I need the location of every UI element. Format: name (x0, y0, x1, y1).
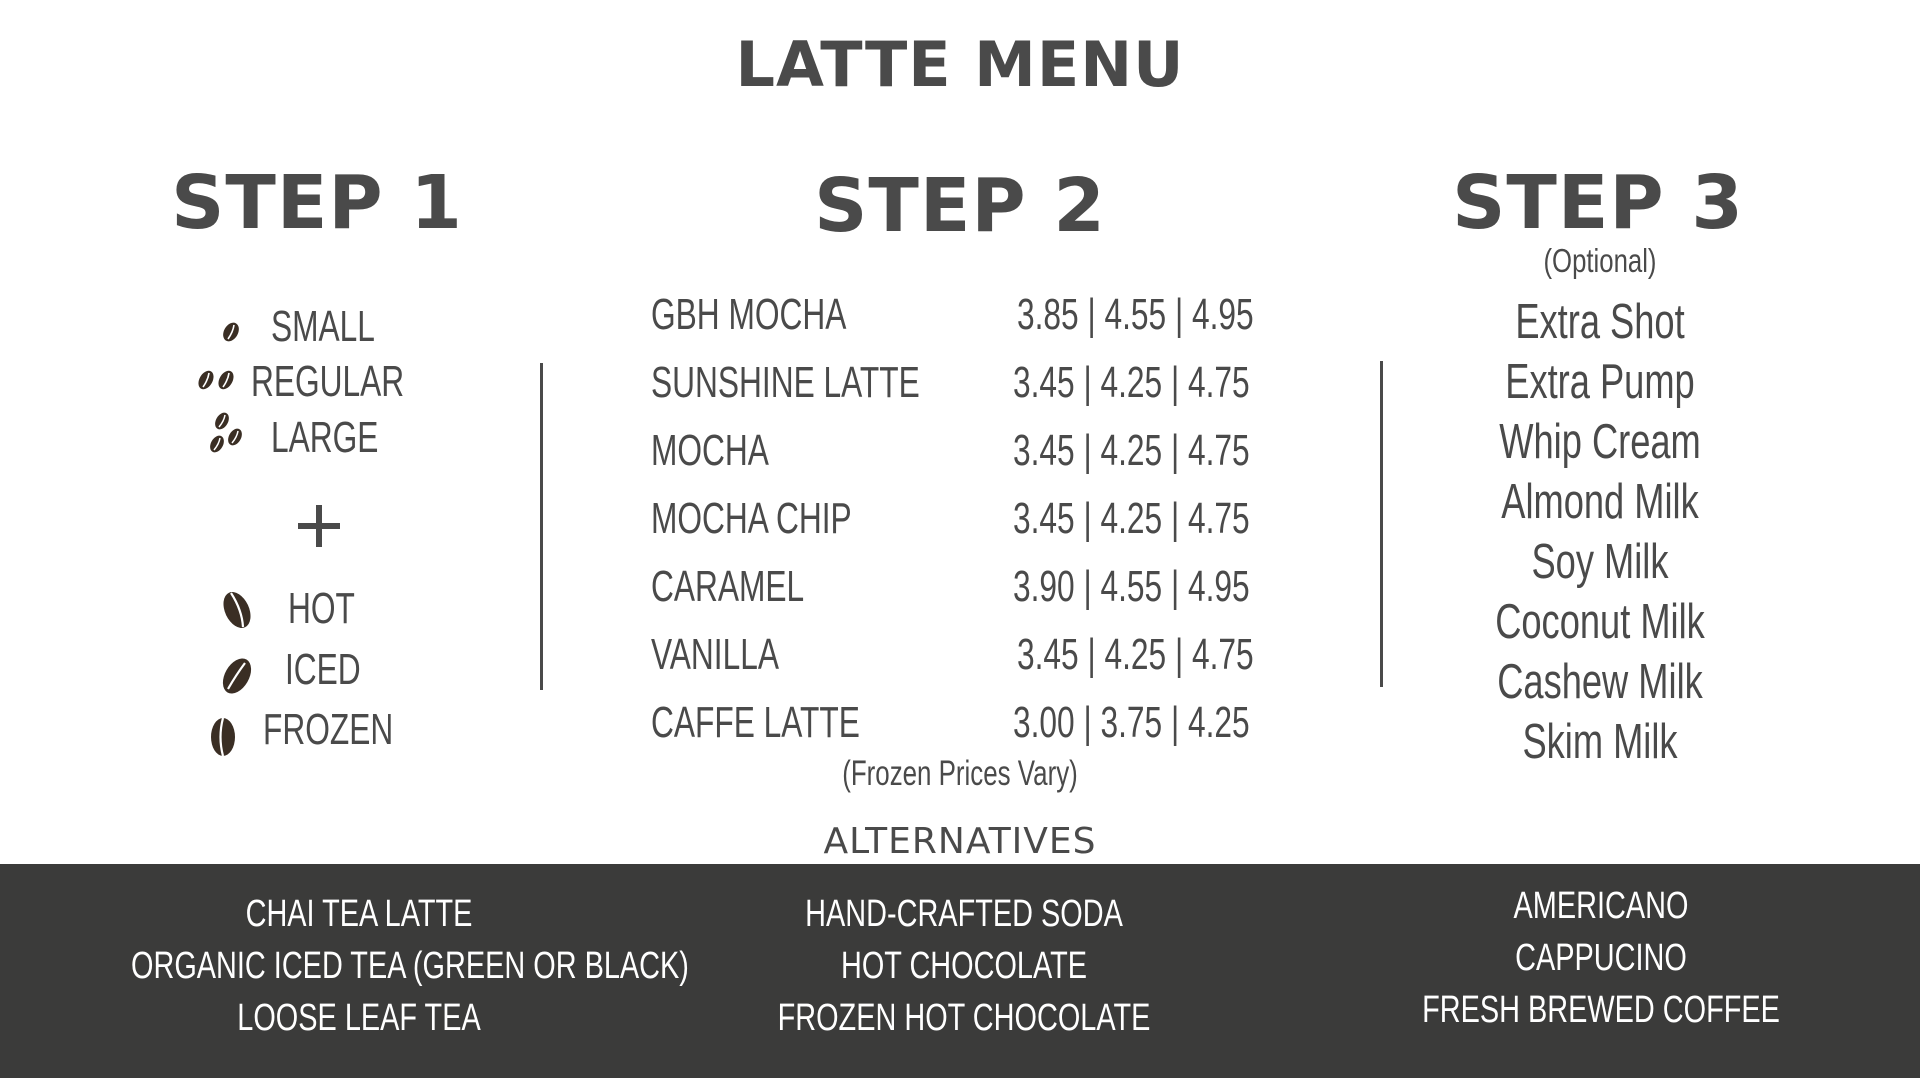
addon-item: Almond Milk (1501, 475, 1699, 529)
alternative-item: HAND-CRAFTED SODA (805, 893, 1123, 935)
coffee-bean-icon (212, 585, 262, 635)
temperature-label-hot: HOT (288, 584, 355, 633)
alternatives-heading: ALTERNATIVES (823, 821, 1097, 862)
coffee-bean-icon (198, 712, 248, 762)
latte-prices: 3.00 | 3.75 | 4.25 (1013, 698, 1250, 747)
addon-item: Whip Cream (1499, 415, 1701, 469)
temperature-label-iced: ICED (285, 645, 361, 694)
latte-prices: 3.85 | 4.55 | 4.95 (1017, 290, 1254, 339)
step2-heading: STEP 2 (814, 163, 1106, 249)
frozen-prices-note: (Frozen Prices Vary) (842, 754, 1078, 793)
latte-name: VANILLA (651, 630, 779, 679)
alternatives-band (0, 864, 1920, 1078)
two-beans-icon (192, 360, 242, 410)
coffee-bean-icon (212, 651, 262, 701)
menu-title: LATTE MENU (735, 28, 1185, 101)
latte-name: MOCHA CHIP (651, 494, 852, 543)
temperature-label-frozen: FROZEN (263, 705, 394, 754)
addon-item: Cashew Milk (1497, 655, 1703, 709)
latte-prices: 3.45 | 4.25 | 4.75 (1017, 630, 1254, 679)
three-beans-icon (202, 408, 252, 458)
addon-item: Extra Shot (1515, 295, 1685, 349)
latte-name: SUNSHINE LATTE (651, 358, 920, 407)
alternative-item: AMERICANO (1513, 885, 1689, 927)
alternative-item: FROZEN HOT CHOCOLATE (777, 997, 1151, 1039)
latte-prices: 3.45 | 4.25 | 4.75 (1013, 358, 1250, 407)
latte-name: GBH MOCHA (651, 290, 847, 339)
latte-name: MOCHA (651, 426, 769, 475)
alternative-item: HOT CHOCOLATE (840, 945, 1088, 987)
size-label-large: LARGE (271, 413, 379, 462)
size-label-small: SMALL (271, 302, 375, 351)
latte-prices: 3.45 | 4.25 | 4.75 (1013, 426, 1250, 475)
divider-left (540, 363, 543, 690)
alternative-item: FRESH BREWED COFFEE (1422, 989, 1780, 1031)
latte-name: CAFFE LATTE (651, 698, 860, 747)
alternative-item: CHAI TEA LATTE (245, 893, 473, 935)
alternative-item: ORGANIC ICED TEA (GREEN OR BLACK) (131, 945, 689, 987)
step3-optional-label: (Optional) (1543, 242, 1657, 279)
one-bean-icon (215, 303, 265, 353)
latte-prices: 3.90 | 4.55 | 4.95 (1013, 562, 1250, 611)
divider-right (1380, 361, 1383, 687)
addon-item: Extra Pump (1505, 355, 1695, 409)
step1-heading: STEP 1 (171, 160, 463, 246)
step3-heading: STEP 3 (1452, 160, 1744, 246)
addon-item: Coconut Milk (1495, 595, 1705, 649)
addon-item: Skim Milk (1522, 715, 1678, 769)
alternative-item: CAPPUCINO (1515, 937, 1687, 979)
latte-name: CARAMEL (651, 562, 805, 611)
plus-icon (294, 496, 344, 556)
size-label-regular: REGULAR (251, 357, 405, 406)
alternative-item: LOOSE LEAF TEA (237, 997, 481, 1039)
latte-prices: 3.45 | 4.25 | 4.75 (1013, 494, 1250, 543)
addon-item: Soy Milk (1531, 535, 1669, 589)
